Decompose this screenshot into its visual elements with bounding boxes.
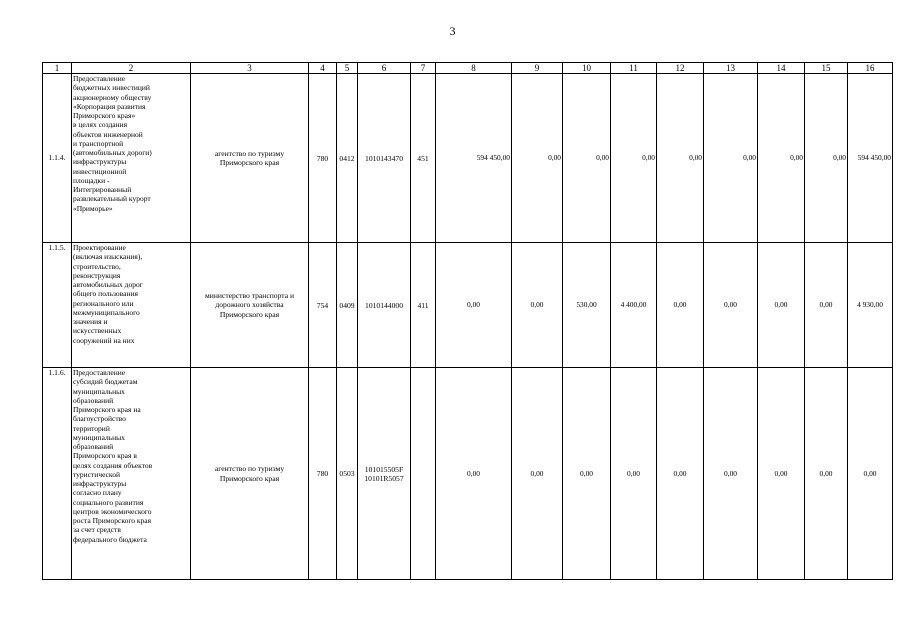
table-row <box>43 243 893 368</box>
budget-table <box>42 62 893 580</box>
cell-7: 411 <box>411 243 436 368</box>
responsible-party: министерство транспорта и дорожного хозяйства Приморского края <box>191 243 309 368</box>
responsible-party: агентство по туризму Приморского края <box>191 74 309 243</box>
cell-4: 780 <box>309 74 337 243</box>
cell-15: 0,00 <box>805 368 848 580</box>
cell-6: 101015505F 10101R5057 <box>358 368 411 580</box>
measure-name: Предоставление бюджетных инвестиций акционерному обществу «Корпорация развития Приморского края» в целях создания объектов инженерной и транспортной (автомобильных дороги) инфраструктуры инвестиционной площадки - Интегрированный развлекательный курорт «Приморье» <box>72 74 191 243</box>
cell-7 <box>411 368 436 580</box>
row-number: 1.1.6. <box>43 368 72 580</box>
cell-10: 0,00 <box>563 368 611 580</box>
cell-11: 4 400,00 <box>611 243 657 368</box>
header-cell: 11 <box>611 63 657 74</box>
cell-4: 754 <box>309 243 337 368</box>
cell-10: 530,00 <box>563 243 611 368</box>
cell-12: 0,00 <box>657 74 704 243</box>
header-cell: 2 <box>72 63 191 74</box>
header-cell: 9 <box>512 63 563 74</box>
cell-9: 0,00 <box>512 368 563 580</box>
cell-16: 4 930,00 <box>848 243 893 368</box>
cell-13: 0,00 <box>704 368 758 580</box>
header-cell: 8 <box>436 63 512 74</box>
cell-10: 0,00 <box>563 74 611 243</box>
measure-name: Предоставление субсидий бюджетам муниципальных образований Приморского края на благоустройство территорий муниципальных образований Приморского края в целях создания объектов туристической инфраструктуры согласно плану социального развития центров экономического роста Приморского края за счет средств федерального бюджета <box>72 368 191 580</box>
cell-13: 0,00 <box>704 243 758 368</box>
header-cell: 4 <box>309 63 337 74</box>
cell-9: 0,00 <box>512 74 563 243</box>
cell-8: 594 450,00 <box>436 74 512 243</box>
cell-14: 0,00 <box>758 243 805 368</box>
header-cell: 5 <box>337 63 358 74</box>
cell-12: 0,00 <box>657 368 704 580</box>
table-row <box>43 74 893 243</box>
cell-15: 0,00 <box>805 243 848 368</box>
cell-11: 0,00 <box>611 368 657 580</box>
cell-15: 0,00 <box>805 74 848 243</box>
cell-4: 780 <box>309 368 337 580</box>
cell-12: 0,00 <box>657 243 704 368</box>
row-number: 1.1.4. <box>43 74 72 243</box>
cell-6: 1010144000 <box>358 243 411 368</box>
cell-6: 1010143470 <box>358 74 411 243</box>
cell-14: 0,00 <box>758 74 805 243</box>
header-cell: 1 <box>43 63 72 74</box>
cell-8: 0,00 <box>436 368 512 580</box>
header-cell: 14 <box>758 63 805 74</box>
cell-16: 594 450,00 <box>848 74 893 243</box>
cell-16: 0,00 <box>848 368 893 580</box>
header-cell: 12 <box>657 63 704 74</box>
header-cell: 10 <box>563 63 611 74</box>
cell-13: 0,00 <box>704 74 758 243</box>
row-number: 1.1.5. <box>43 243 72 368</box>
cell-8: 0,00 <box>436 243 512 368</box>
table-row <box>43 368 893 580</box>
header-cell: 15 <box>805 63 848 74</box>
cell-5: 0409 <box>337 243 358 368</box>
cell-9: 0,00 <box>512 243 563 368</box>
cell-7: 451 <box>411 74 436 243</box>
measure-name: Проектирование (включая изыскания), строительство, реконструкция автомобильных дорог общего пользования регионального или межмуниципального значения и искусственных сооружений на них <box>72 243 191 368</box>
cell-14: 0,00 <box>758 368 805 580</box>
header-row <box>43 63 893 74</box>
responsible-party: агентство по туризму Приморского края <box>191 368 309 580</box>
header-cell: 16 <box>848 63 893 74</box>
header-cell: 13 <box>704 63 758 74</box>
header-cell: 7 <box>411 63 436 74</box>
cell-5: 0503 <box>337 368 358 580</box>
cell-5: 0412 <box>337 74 358 243</box>
page-number: 3 <box>449 24 456 38</box>
cell-11: 0,00 <box>611 74 657 243</box>
header-cell: 6 <box>358 63 411 74</box>
header-cell: 3 <box>191 63 309 74</box>
